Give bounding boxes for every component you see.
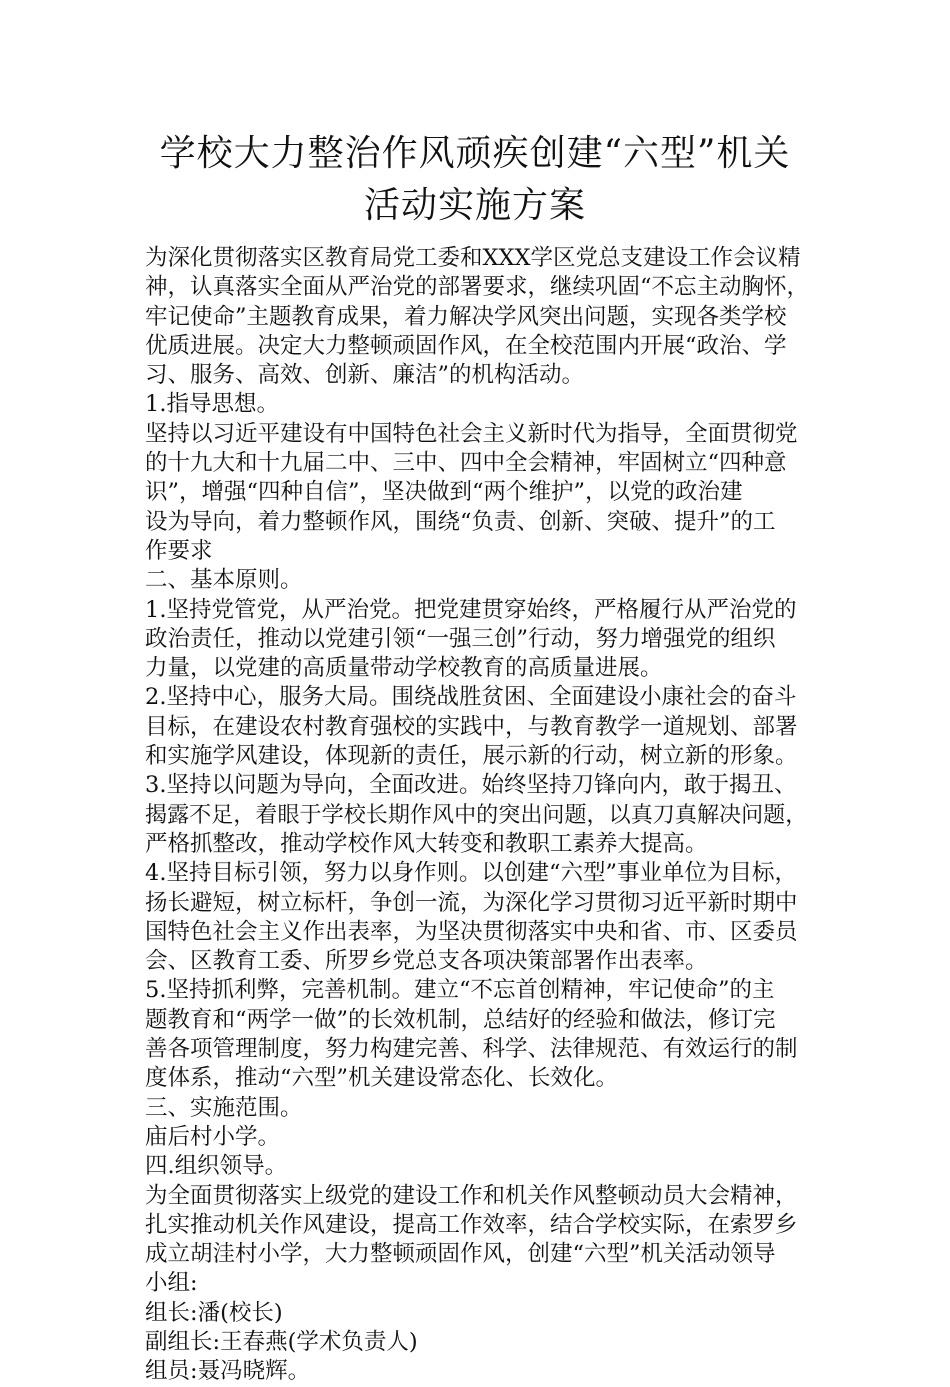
body-line: 作要求 — [145, 537, 213, 564]
body-line: 设为导向，着力整顿作风，围绕“负责、创新、突破、提升”的工 — [145, 508, 776, 535]
body-line: 揭露不足，着眼于学校长期作风中的突出问题，以真刀真解决问题， — [145, 802, 808, 828]
body-line: 的十九大和十九届二中、三中、四中全会精神，牢固树立“四种意 — [145, 450, 787, 477]
body-line: 严格抓整改，推动学校作风大转变和教职工素养大提高。 — [145, 830, 708, 857]
document-body — [145, 244, 811, 1387]
body-line: 副组长:王春燕(学术负责人) — [145, 1328, 418, 1355]
body-line: 小组: — [145, 1270, 198, 1297]
body-line: 组长:潘(校长) — [145, 1299, 283, 1326]
body-line: 二、基本原则。 — [145, 567, 303, 594]
body-line: 2.坚持中心，服务大局。围绕战胜贫困、全面建设小康社会的奋斗 — [145, 684, 797, 711]
body-line: 善各项管理制度，努力构建完善、科学、法律规范、有效运行的制 — [145, 1036, 798, 1063]
title-line-2: 活动实施方案 — [363, 185, 586, 226]
body-line: 成立胡洼村小学，大力整顿顽固作风，创建“六型”机关活动领导 — [145, 1241, 776, 1268]
body-line: 国特色社会主义作出表率，为坚决贯彻落实中央和省、市、区委员 — [145, 918, 798, 945]
body-line: 政治责任，推动以党建引领“一强三创”行动，努力增强党的组织 — [145, 625, 776, 652]
body-line: 四.组织领导。 — [145, 1153, 288, 1180]
body-line: 扬长避短，树立标杆，争创一流，为深化学习贯彻习近平新时期中 — [145, 889, 798, 916]
body-line: 4.坚持目标引领，努力以身作则。以创建“六型”事业单位为目标， — [145, 860, 797, 887]
body-line: 习、服务、高效、创新、廉洁”的机构活动。 — [145, 362, 585, 389]
body-line: 题教育和“两学一做”的长效机制，总结好的经验和做法，修订完 — [145, 1006, 776, 1033]
body-line: 为全面贯彻落实上级党的建设工作和机关作风整顿动员大会精神， — [145, 1182, 798, 1209]
body-line: 优质进展。决定大力整顿顽固作风，在全校范围内开展“政治、学 — [145, 332, 787, 359]
body-line: 力量，以党建的高质量带动学校教育的高质量进展。 — [145, 655, 663, 682]
body-line: 度体系，推动“六型”机关建设常态化、长效化。 — [145, 1065, 619, 1092]
body-line: 扎实推动机关作风建设，提高工作效率，结合学校实际，在索罗乡 — [145, 1211, 798, 1238]
body-line: 和实施学风建设，体现新的责任，展示新的行动，树立新的形象。 — [145, 743, 798, 770]
body-line: 5.坚持抓利弊，完善机制。建立“不忘首创精神，牢记使命”的主 — [145, 977, 775, 1004]
body-line: 组员:聂冯晓辉。 — [145, 1358, 311, 1385]
title-line-1: 学校大力整治作风顽疾创建“六型”机关 — [159, 133, 791, 174]
body-line: 三、实施范围。 — [145, 1094, 303, 1121]
body-line: 为深化贯彻落实区教育局党工委和XXX学区党总支建设工作会议精 — [145, 245, 801, 271]
body-line: 牢记使命”主题教育成果，着力解决学风突出问题，实现各类学校 — [145, 303, 787, 330]
body-line: 3.坚持以问题为导向，全面改进。始终坚持刀锋向内，敢于揭丑、 — [145, 772, 797, 799]
body-line: 神，认真落实全面从严治党的部署要求，继续巩固“不忘主动胸怀， — [145, 274, 810, 301]
document-title — [120, 128, 830, 232]
body-line: 1.指导思想。 — [145, 391, 279, 418]
body-line: 识”，增强“四种自信”，坚决做到“两个维护”，以党的政治建 — [145, 479, 743, 506]
body-line: 坚持以习近平建设有中国特色社会主义新时代为指导，全面贯彻党 — [145, 420, 798, 447]
body-line: 庙后村小学。 — [145, 1123, 281, 1150]
body-line: 会、区教育工委、所罗乡党总支各项决策部署作出表率。 — [145, 948, 708, 975]
body-line: 1.坚持党管党，从严治党。把党建贯穿始终，严格履行从严治党的 — [145, 596, 797, 623]
body-line: 目标，在建设农村教育强校的实践中，与教育教学一道规划、部署 — [145, 713, 798, 740]
